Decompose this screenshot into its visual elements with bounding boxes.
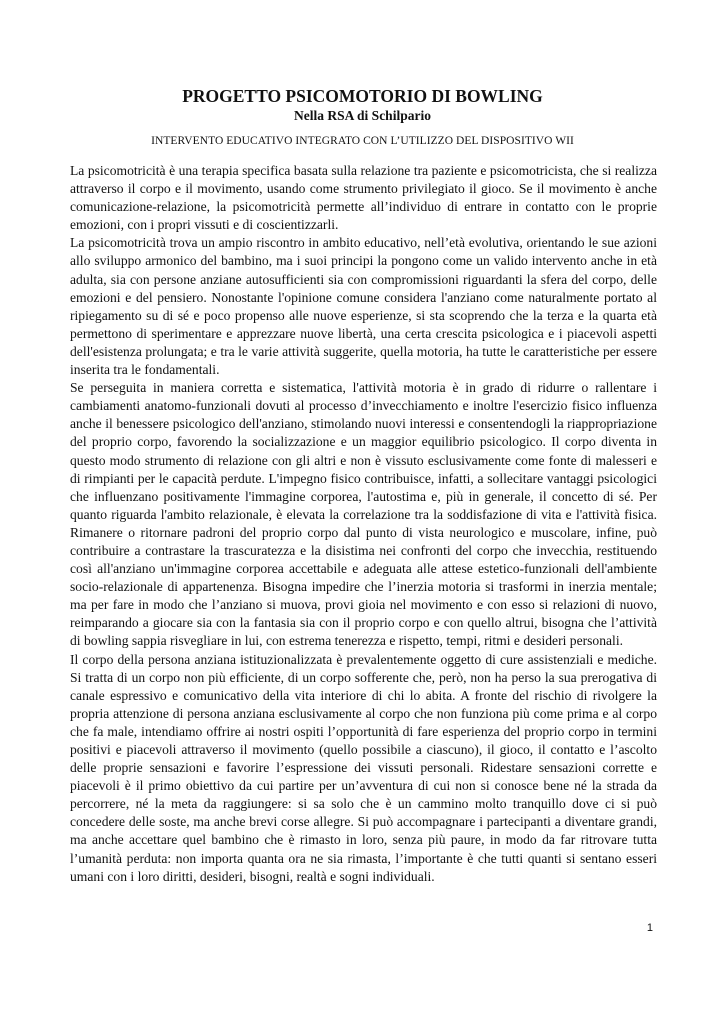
document-subtitle: Nella RSA di Schilpario (294, 108, 431, 123)
document-subheading: INTERVENTO EDUCATIVO INTEGRATO CON L’UTILIZZO DEL DISPOSITIVO WII (151, 135, 574, 147)
paragraph-3: Se perseguita in maniera corretta e sistematica, l'attività motoria è in grado di ridurre o rallentare i cambiamenti anatomo-funzionali dovuti al processo d’invecchiamento e inoltre l'esercizio fisico influenza anche il benessere psicologico dell'anziano, stimolando nuovi interessi e consentendogli la riappropriazione del proprio corpo, favorendo la socializzazione e un maggior equilibrio psicologico. Il corpo diventa in questo modo strumento di relazione con gli altri e non è vissuto esclusivamente come fonte di malesseri e di rimpianti per le capacità perdute. L'impegno fisico contribuisce, infatti, a sollecitare vantaggi psicologici che influenzano positivamente l'immagine corporea, l'autostima e, più in generale, il concetto di sé. Per quanto riguarda l'ambito relazionale, è elevata la correlazione tra la soddisfazione di vita e l'attività fisica. Rimanere o ritornare padroni del proprio corpo dal punto di vista neurologico e muscolare, infine, può contribuire a contrastare la trascuratezza e la disistima nei confronti del corpo che invecchia, restituendo così all'anziano un'immagine corporea accettabile e adeguata alle attese estetico-funzionali dell'ambiente socio-relazionale di appartenenza. Bisogna impedire che l’inerzia motoria si trasformi in inerzia mentale; ma per fare in modo che l’anziano si muova, provi gioia nel movimento e con esso si relazioni di nuovo, reimparando a giocare sia con la fantasia sia con il proprio corpo e con quello altrui, bisogna che l’attività di bowling sappia risvegliare in lui, con estrema tenerezza e rispetto, tempi, ritmi e desideri personali. (70, 380, 657, 649)
paragraph-1: La psicomotricità è una terapia specifica basata sulla relazione tra paziente e psicomotricista, che si realizza attraverso il corpo e il movimento, usando come strumento privilegiato il gioco. Se il movimento è anche comunicazione-relazione, la psicomotricità permette all’individuo di entrare in contatto con le proprie emozioni, con i propri vissuti e di coscientizzarli. (70, 163, 657, 233)
document-body (70, 162, 657, 886)
document-title: PROGETTO PSICOMOTORIO DI BOWLING (182, 86, 543, 106)
page-number: 1 (646, 922, 653, 934)
paragraph-2: La psicomotricità trova un ampio riscontro in ambito educativo, nell’età evolutiva, orientando le sue azioni allo sviluppo armonico del bambino, ma i suoi principi la pongono come un valido intervento anche in età adulta, sia con persone anziane autosufficienti sia con compromissioni riguardanti la sfera del corpo, delle emozioni e del pensiero. Nonostante l'opinione comune considera l'anziano come naturalmente portato al ripiegamento su di sé e poco propenso alle nuove esperienze, si sta scoprendo che la terza e la quarta età permettono di sperimentare e apprezzare nuove libertà, una certa crescita psicologica e i piacevoli aspetti dell'esistenza prolungata; e tra le varie attività suggerite, quella motoria, ha tutte le caratteristiche per essere inserita tra le fondamentali. (70, 235, 657, 378)
paragraph-4: Il corpo della persona anziana istituzionalizzata è prevalentemente oggetto di cure assistenziali e mediche. Si tratta di un corpo non più efficiente, di un corpo sofferente che, però, non ha perso la sua prerogativa di canale espressivo e comunicativo della vita interiore di chi lo abita. A fronte del rischio di rivolgere la propria attenzione di persona anziana esclusivamente al corpo che non funziona più come prima e al corpo che fa male, intendiamo offrire ai nostri ospiti l’opportunità di fare esperienza del proprio corpo in termini positivi e piacevoli attraverso il movimento (quello possibile a ciascuno), il gioco, il contatto e l’ascolto delle proprie sensazioni e favorire l’espressione dei vissuti personali. Ridestare sensazioni corrette e piacevoli è il primo obiettivo da cui partire per un’avventura di cui non si conosce bene né la strada da percorrere, né la meta da raggiungere: si sa solo che è un cammino molto tranquillo dove ci si può concedere delle soste, ma anche brevi corse allegre. Si può accompagnare i partecipanti a diventare grandi, ma anche accettare quel bambino che è rimasto in loro, senza più paure, in modo da far ritrovare tutta l’umanità perduta: non importa quanta ora ne sia rimasta, l’importante è che tutti quanti si sentano esseri umani con i loro diritti, desideri, bisogni, realtà e sogni individuali. (70, 651, 657, 884)
